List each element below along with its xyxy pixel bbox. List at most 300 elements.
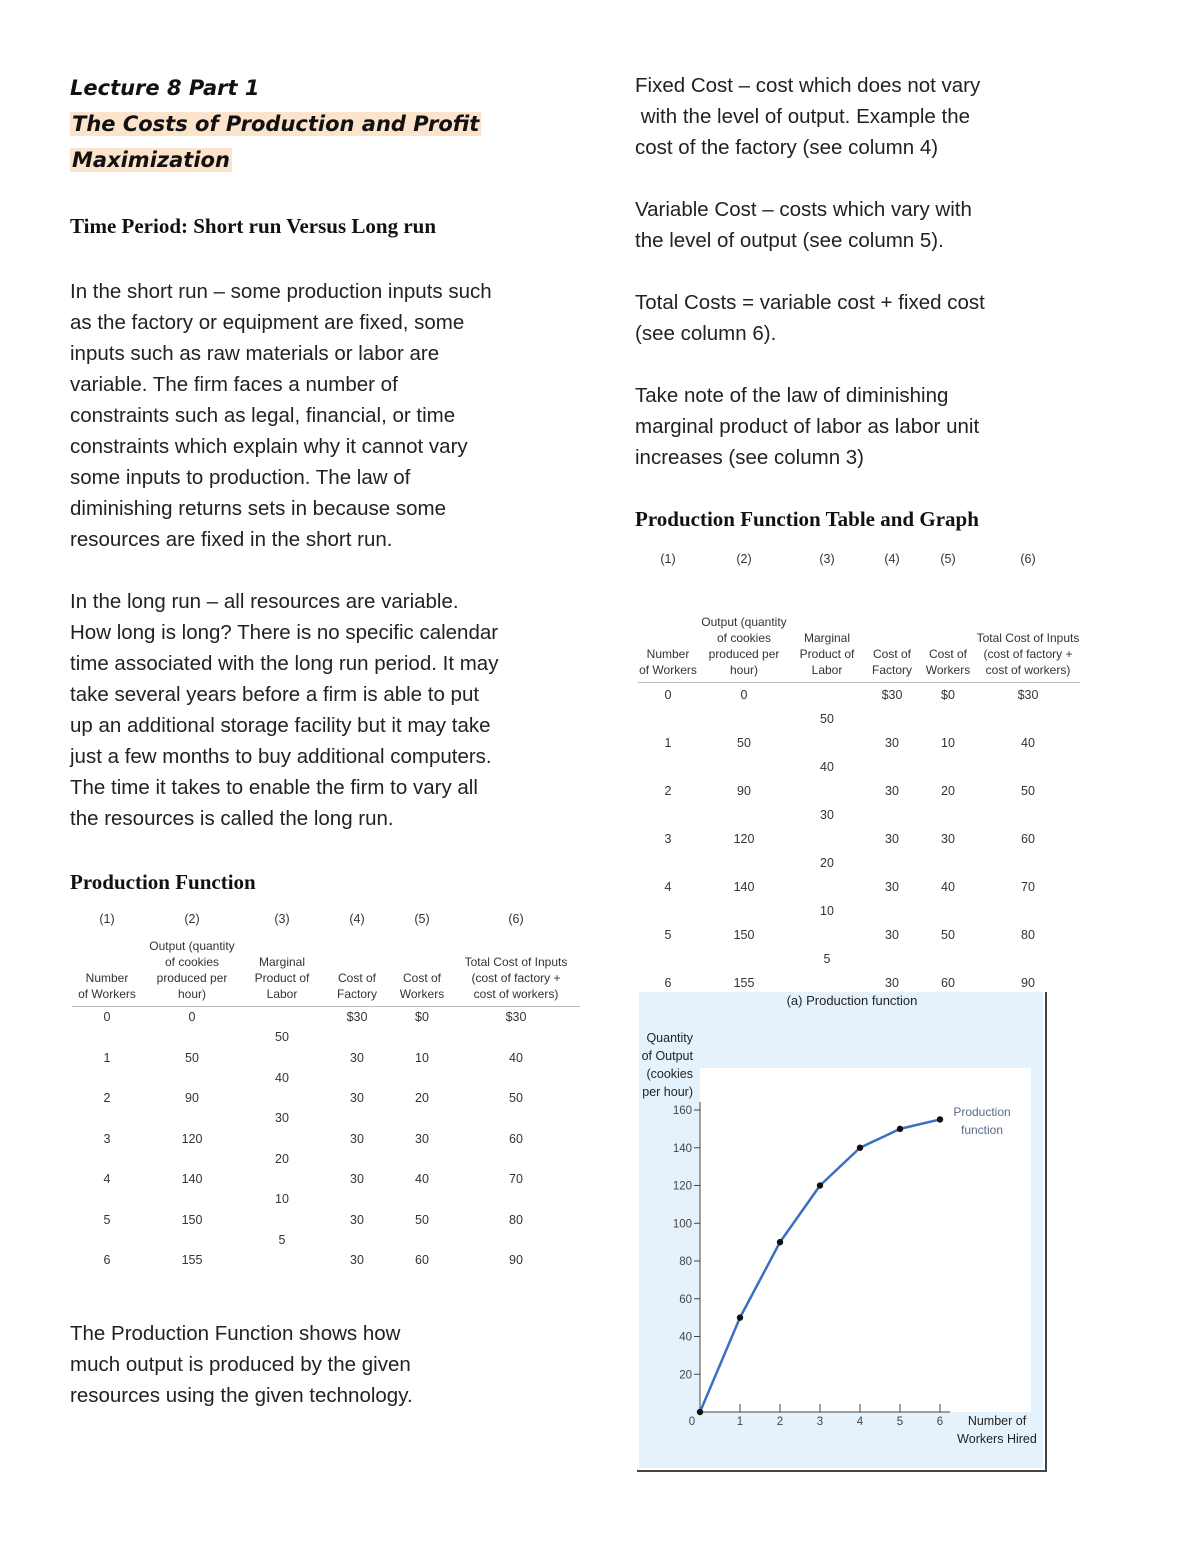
cell-empty [920,707,976,731]
chart-title: (a) Production function [786,993,918,1008]
x-tick-label: 0 [688,1416,696,1428]
cell-empty [142,1027,242,1048]
cell-factory: $30 [881,688,903,702]
column-header-line: Workers [925,663,971,677]
column-header [142,938,242,1007]
cell-factory: 30 [885,832,899,846]
column-header-line: Output (quantity [149,939,235,953]
cell-cost-workers: 10 [941,736,955,750]
table-row [638,731,1080,755]
cell-empty [142,1068,242,1089]
cell-empty [452,1068,580,1089]
cell-empty [242,1210,322,1230]
left-column [70,70,570,895]
cell-marginal: 20 [820,856,834,870]
column-header-line: Labor [266,987,298,1001]
column-header [976,578,1080,683]
cell-marginal: 10 [820,904,834,918]
data-point [697,1409,703,1415]
paragraph-line: cost of the factory (see column 4) [635,136,939,159]
table-row [72,1169,580,1189]
x-tick-label: 6 [936,1416,944,1428]
cell-empty [638,899,698,923]
cell-total: 40 [1021,736,1035,750]
cell-empty [698,803,790,827]
cell-marginal: 20 [275,1151,289,1166]
cell-cost-workers: 50 [415,1212,429,1227]
cell-empty [638,851,698,875]
cell-total: 50 [1021,784,1035,798]
y-tick-label: 160 [672,1105,692,1117]
cell-empty [790,731,864,755]
column-header-line: produced per [708,647,780,661]
column-number: (3) [819,552,835,566]
table-row [72,1250,580,1270]
cell-total: 80 [1021,928,1035,942]
marginal-row [638,707,1080,731]
cell-empty [142,1189,242,1210]
cell-output: 0 [740,688,748,702]
column-header-row [72,938,580,1007]
chart-svg [637,992,1045,1470]
x-tick-label: 2 [776,1416,784,1428]
cell-factory: 30 [885,736,899,750]
lecture-title [70,70,570,178]
data-point [857,1145,863,1151]
cell-output: 155 [733,976,755,990]
paragraph-line: up an additional storage facility but it may take [70,714,491,737]
cell-workers: 3 [664,832,672,846]
column-number: (6) [1020,552,1036,566]
cell-empty [392,1108,452,1129]
cell-factory: 30 [350,1091,364,1105]
cell-empty [864,803,920,827]
cell-empty [322,1230,392,1251]
paragraph-line: inputs such as raw materials or labor are [70,342,440,365]
marginal-row [72,1230,580,1251]
cell-empty [638,947,698,971]
cell-workers: 3 [103,1131,111,1146]
cell-factory: 30 [885,784,899,798]
cell-empty [452,1189,580,1210]
column-number: (2) [736,552,752,566]
paragraph-line: just a few months to buy additional computers. [70,745,492,768]
paragraph-line: The Production Function shows how [70,1322,401,1345]
column-header-line: of cookies [716,631,772,645]
paragraph-fixed-cost [635,70,1085,163]
cell-empty [698,707,790,731]
paragraph-line: constraints such as legal, financial, or time [70,404,456,427]
heading-table-graph: Production Function Table and Graph [635,507,979,531]
cell-empty [976,755,1080,779]
cell-output: 150 [181,1212,203,1227]
cell-empty [322,1068,392,1089]
column-header-row [638,578,1080,683]
cell-factory: 30 [350,1172,364,1186]
paragraph-line: increases (see column 3) [635,446,865,469]
paragraph-line: Take note of the law of diminishing [635,384,949,407]
cell-workers: 4 [103,1172,111,1186]
paragraph-production-function [70,1318,570,1411]
cell-factory: 30 [885,880,899,894]
column-header-line: (cost of factory + [471,971,561,985]
cell-output: 90 [185,1091,199,1105]
column-header [452,938,580,1007]
table-row [638,875,1080,899]
cell-total: $30 [1017,688,1039,702]
cell-cost-workers: 60 [941,976,955,990]
plot-area [700,1068,1031,1412]
cell-empty [322,1108,392,1129]
column-header-line: of Workers [78,987,136,1001]
column-header [392,938,452,1007]
paragraph-line: resources are fixed in the short run. [70,528,393,551]
cell-empty [72,1068,142,1089]
cell-total: 40 [509,1050,523,1065]
paragraph-line: much output is produced by the given [70,1353,411,1376]
y-tick-label: 80 [679,1256,692,1268]
cell-empty [698,899,790,923]
column-header-line: hour) [177,987,206,1001]
cell-empty [242,1007,322,1028]
x-tick-label: 5 [896,1416,904,1428]
cell-output: 90 [737,784,751,798]
cell-empty [864,707,920,731]
cell-empty [72,1189,142,1210]
cell-empty [920,755,976,779]
column-header-line: Workers [399,987,445,1001]
cell-empty [920,851,976,875]
cell-factory: $30 [346,1010,368,1024]
paragraph-line: The time it takes to enable the firm to vary all [70,776,478,799]
column-header [72,938,142,1007]
cell-empty [322,1027,392,1048]
table-row [72,1088,580,1108]
cell-cost-workers: 30 [415,1131,429,1146]
column-number-row [638,552,1080,578]
paragraph-line: marginal product of labor as labor unit [635,415,980,438]
cell-empty [322,1149,392,1170]
column-header-line: Marginal [803,631,851,645]
cell-total: 60 [509,1131,523,1146]
table-row [638,923,1080,947]
cell-total: 70 [509,1172,523,1186]
cell-workers: 2 [103,1091,111,1105]
column-header-line: produced per [156,971,228,985]
cell-workers: 1 [103,1050,111,1065]
paragraph-line: constraints which explain why it cannot vary [70,435,468,458]
paragraph-law-diminishing [635,380,1085,473]
cell-workers: 0 [103,1010,111,1024]
cell-empty [976,707,1080,731]
cell-empty [452,1230,580,1251]
column-number: (1) [660,552,676,566]
cell-marginal: 40 [820,760,834,774]
marginal-row [72,1027,580,1048]
paragraph-line: resources using the given technology. [70,1384,413,1407]
lecture-line-2: The Costs of Production and Profit [72,112,480,136]
cell-empty [242,1048,322,1068]
production-table-2 [638,552,1080,995]
paragraph-line: (see column 6). [635,322,777,345]
column-header-line: of cookies [164,955,220,969]
marginal-row [72,1108,580,1129]
paragraph-line: Total Costs = variable cost + fixed cost [635,291,985,314]
x-axis-label: Workers Hired [957,1432,1037,1446]
cell-output: 50 [185,1050,199,1065]
cell-factory: 30 [350,1131,364,1146]
table-row [72,1129,580,1149]
marginal-row [72,1068,580,1089]
cell-output: 120 [733,832,755,846]
cell-output: 150 [733,928,755,942]
y-axis-label: of Output [641,1049,693,1063]
data-point [897,1126,903,1132]
cell-factory: 30 [885,976,899,990]
x-axis-label: Number of [967,1414,1027,1428]
column-header [322,938,392,1007]
column-header-line: Number [85,971,129,985]
y-axis-label: (cookies [646,1067,693,1081]
column-header [698,578,790,683]
cell-empty [638,803,698,827]
column-number: (5) [414,912,430,926]
cell-cost-workers: 20 [415,1091,429,1105]
y-tick-label: 60 [679,1293,692,1306]
heading-production-function: Production Function [70,870,256,894]
cell-marginal: 40 [275,1070,289,1085]
table-row [638,683,1080,708]
cell-marginal: 30 [275,1111,289,1126]
table-row [638,827,1080,851]
cell-marginal: 5 [823,952,831,966]
column-number: (1) [99,912,115,926]
paragraph-line: diminishing returns sets in because some [70,497,447,520]
x-tick-label: 1 [736,1416,744,1428]
data-point [777,1239,783,1245]
cell-empty [790,875,864,899]
column-header-line: cost of workers) [473,987,559,1001]
column-header [790,578,864,683]
heading-time-period: Time Period: Short run Versus Long run [70,214,436,238]
column-header-line: Factory [336,987,377,1001]
paragraph-line: In the long run – all resources are variable. [70,590,459,613]
series-label: function [960,1123,1004,1137]
y-tick-label: 120 [672,1180,692,1193]
column-header-line: Cost of [402,971,441,985]
paragraph-variable-cost [635,194,1085,256]
cell-empty [142,1149,242,1170]
cell-empty [72,1027,142,1048]
production-table [72,912,580,1270]
column-header-line: cost of workers) [985,663,1071,677]
cell-empty [452,1027,580,1048]
y-tick-label: 140 [672,1142,692,1155]
cell-total: $30 [505,1010,527,1024]
marginal-row [638,947,1080,971]
table-row [72,1210,580,1230]
paragraph-line: as the factory or equipment are fixed, some [70,311,465,334]
column-header [920,578,976,683]
column-header-line: Cost of [872,647,911,661]
column-header [864,578,920,683]
cell-factory: 30 [350,1253,364,1267]
left-bottom [70,1318,570,1411]
column-header [638,578,698,683]
paragraph-short-run [70,276,570,555]
cell-output: 0 [188,1010,196,1024]
cell-empty [142,1230,242,1251]
cell-empty [976,947,1080,971]
cell-empty [392,1068,452,1089]
cell-factory: 30 [350,1212,364,1227]
cell-cost-workers: 20 [941,784,955,798]
cell-empty [392,1027,452,1048]
table-row [638,779,1080,803]
column-header-line: (cost of factory + [983,647,1073,661]
paragraph-line: some inputs to production. The law of [70,466,411,489]
cell-total: 50 [509,1091,523,1105]
cell-empty [790,683,864,708]
cell-cost-workers: 10 [415,1050,429,1065]
cell-cost-workers: 50 [941,928,955,942]
cell-empty [242,1129,322,1149]
y-tick-label: 100 [672,1218,692,1231]
cell-empty [976,803,1080,827]
paragraph-long-run [70,586,570,834]
cell-empty [72,1230,142,1251]
cell-empty [864,947,920,971]
cell-output: 140 [181,1172,203,1186]
cell-empty [864,755,920,779]
paragraph-line: the level of output (see column 5). [635,229,944,252]
production-function-chart [637,992,1047,1472]
cell-total: 80 [509,1212,523,1227]
cell-empty [142,1108,242,1129]
lecture-line-1: Lecture 8 Part 1 [70,76,260,100]
cell-empty [242,1169,322,1189]
cell-empty [864,899,920,923]
cell-empty [392,1189,452,1210]
column-header-line: Marginal [258,955,306,969]
cell-empty [920,899,976,923]
cell-output: 50 [737,736,751,750]
column-header-line: Output (quantity [701,615,787,629]
y-tick-label: 20 [679,1369,692,1382]
paragraph-line: Fixed Cost – cost which does not vary [635,74,981,97]
cell-empty [452,1108,580,1129]
cell-empty [452,1149,580,1170]
cell-factory: 30 [350,1050,364,1065]
table-row [72,1007,580,1028]
column-number: (2) [184,912,200,926]
cell-empty [72,1108,142,1129]
cell-empty [976,899,1080,923]
series-label: Production [953,1105,1011,1119]
column-header-line: Cost of [337,971,376,985]
cell-workers: 2 [664,784,672,798]
table-row [72,1048,580,1068]
cell-total: 70 [1021,880,1035,894]
paragraph-line: variable. The firm faces a number of [70,373,398,396]
y-axis-label: Quantity [646,1031,693,1045]
cell-empty [392,1149,452,1170]
marginal-row [72,1149,580,1170]
column-header [242,938,322,1007]
column-number: (4) [884,552,900,566]
cell-workers: 1 [664,736,672,750]
paragraph-line: time associated with the long run period. It may [70,652,499,675]
column-header-line: Total Cost of Inputs [976,631,1080,645]
paragraph-line: with the level of output. Example the [635,105,971,128]
y-axis-label: per hour) [642,1085,693,1099]
cell-empty [920,803,976,827]
column-number: (6) [508,912,524,926]
cell-empty [638,707,698,731]
column-header-line: Total Cost of Inputs [464,955,568,969]
cell-total: 60 [1021,832,1035,846]
data-point [937,1116,943,1122]
cell-output: 140 [733,880,755,894]
production-table-right [638,552,1080,995]
paragraph-line: How long is long? There is no specific calendar [70,621,499,644]
cell-cost-workers: 40 [415,1172,429,1186]
column-header-line: Factory [871,663,912,677]
cell-empty [790,827,864,851]
cell-workers: 6 [664,976,672,990]
cell-cost-workers: $0 [415,1010,429,1024]
cell-empty [790,779,864,803]
cell-workers: 4 [664,880,672,894]
cell-marginal: 10 [275,1192,289,1207]
paragraph-total-costs [635,287,1085,349]
data-point [817,1182,823,1188]
column-header-line: Cost of [928,647,967,661]
column-header-line: Labor [811,663,843,677]
lecture-line-3: Maximization [72,148,230,172]
column-number: (3) [274,912,290,926]
cell-output: 120 [181,1131,203,1146]
cell-marginal: 5 [278,1232,286,1247]
column-header-line: Product of [799,647,855,661]
cell-empty [790,923,864,947]
cell-marginal: 30 [820,808,834,822]
marginal-row [638,899,1080,923]
marginal-row [638,803,1080,827]
cell-empty [698,851,790,875]
column-header-line: of Workers [639,663,697,677]
paragraph-line: Variable Cost – costs which vary with [635,198,972,221]
cell-output: 155 [181,1253,203,1267]
x-tick-label: 4 [856,1416,864,1428]
data-point [737,1314,743,1320]
marginal-row [72,1189,580,1210]
cell-cost-workers: 60 [415,1253,429,1267]
cell-cost-workers: 40 [941,880,955,894]
cell-empty [392,1230,452,1251]
y-tick-label: 40 [679,1331,692,1344]
paragraph-line: the resources is called the long run. [70,807,394,830]
paragraph-line: In the short run – some production inputs such [70,280,492,303]
cell-marginal: 50 [275,1030,289,1045]
cell-empty [638,755,698,779]
cell-cost-workers: 30 [941,832,955,846]
cell-empty [242,1088,322,1108]
column-header-line: Product of [254,971,310,985]
cell-total: 90 [1021,976,1035,990]
column-number: (4) [349,912,365,926]
cell-workers: 6 [103,1253,111,1267]
